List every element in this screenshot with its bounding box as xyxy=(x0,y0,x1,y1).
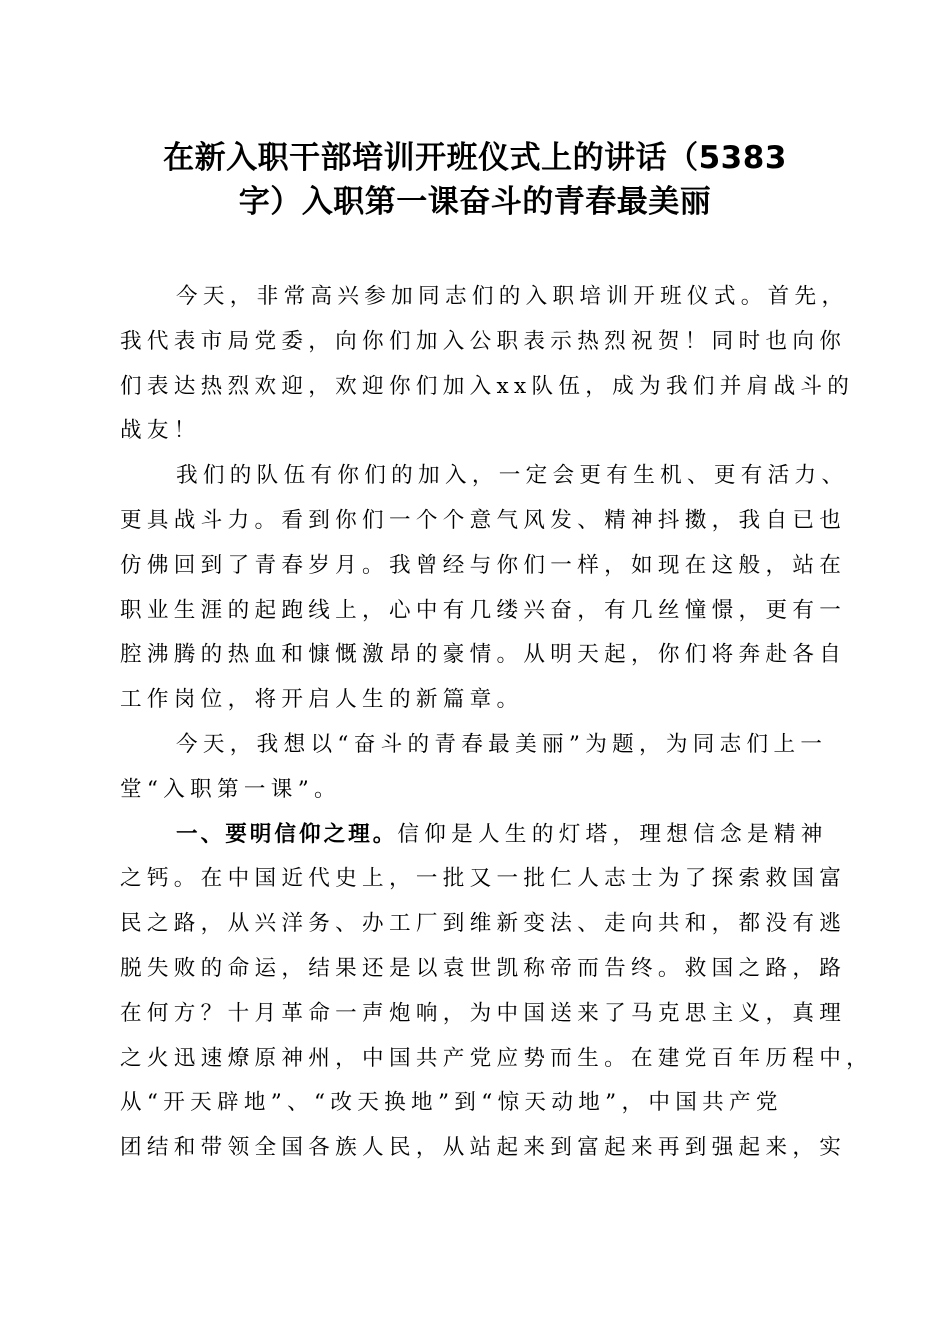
paragraph-2-line: 职业生涯的起跑线上，心中有几缕兴奋，有几丝憧憬，更有一 xyxy=(120,597,847,623)
paragraph-2-line: 工作岗位，将开启人生的新篇章。 xyxy=(120,687,524,713)
paragraph-1-line: 我代表市局党委，向你们加入公职表示热烈祝贺！同时也向你 xyxy=(120,328,847,354)
document-body xyxy=(120,275,874,1171)
title-line: 字）入职第一课奋斗的青春最美丽 xyxy=(238,184,712,220)
title-line: 在新入职干部培训开班仪式上的讲话（5383 xyxy=(163,140,787,176)
document-title xyxy=(120,136,830,224)
paragraph-1-line: 战友！ xyxy=(120,418,201,444)
paragraph-4-line: 之火迅速燎原神州，中国共产党应势而生。在建党百年历程中， xyxy=(120,1045,874,1071)
paragraph-3-line: 今天，我想以“奋斗的青春最美丽”为题，为同志们上一 xyxy=(176,731,828,757)
paragraph-3-line: 堂“入职第一课”。 xyxy=(120,776,341,802)
paragraph-4-line: 脱失败的命运，结果还是以袁世凯称帝而告终。救国之路，路 xyxy=(120,955,847,981)
paragraph-4-line-text: 信仰是人生的灯塔，理想信念是精神 xyxy=(397,821,828,847)
paragraph-2-line: 我们的队伍有你们的加入，一定会更有生机、更有活力、 xyxy=(176,463,849,489)
paragraph-4-line: 民之路，从兴洋务、办工厂到维新变法、走向共和，都没有逃 xyxy=(120,911,847,937)
paragraph-1-line: 今天，非常高兴参加同志们的入职培训开班仪式。首先， xyxy=(176,284,849,309)
paragraph-4-line: 团结和带领全国各族人民，从站起来到富起来再到强起来，实 xyxy=(120,1135,847,1161)
paragraph-1-line: 们表达热烈欢迎，欢迎你们加入xx队伍，成为我们并肩战斗的 xyxy=(120,373,855,399)
paragraph-2-line: 腔沸腾的热血和慷慨激昂的豪情。从明天起，你们将奔赴各自 xyxy=(120,642,847,668)
paragraph-2-line: 更具战斗力。看到你们一个个意气风发、精神抖擞，我自已也 xyxy=(120,507,847,533)
paragraph-4-line: 从“开天辟地”、“改天换地”到“惊天动地”，中国共产党 xyxy=(120,1090,783,1116)
paragraph-4-line: 在何方？十月革命一声炮响，为中国送来了马克思主义，真理 xyxy=(120,1000,847,1026)
section-heading: 一、要明信仰之理。 xyxy=(176,821,398,847)
paragraph-4-line: 之钙。在中国近代史上，一批又一批仁人志士为了探索救国富 xyxy=(120,866,847,892)
paragraph-2-line: 仿佛回到了青春岁月。我曾经与你们一样，如现在这般，站在 xyxy=(120,552,847,578)
paragraph-4-first-line xyxy=(120,813,832,858)
